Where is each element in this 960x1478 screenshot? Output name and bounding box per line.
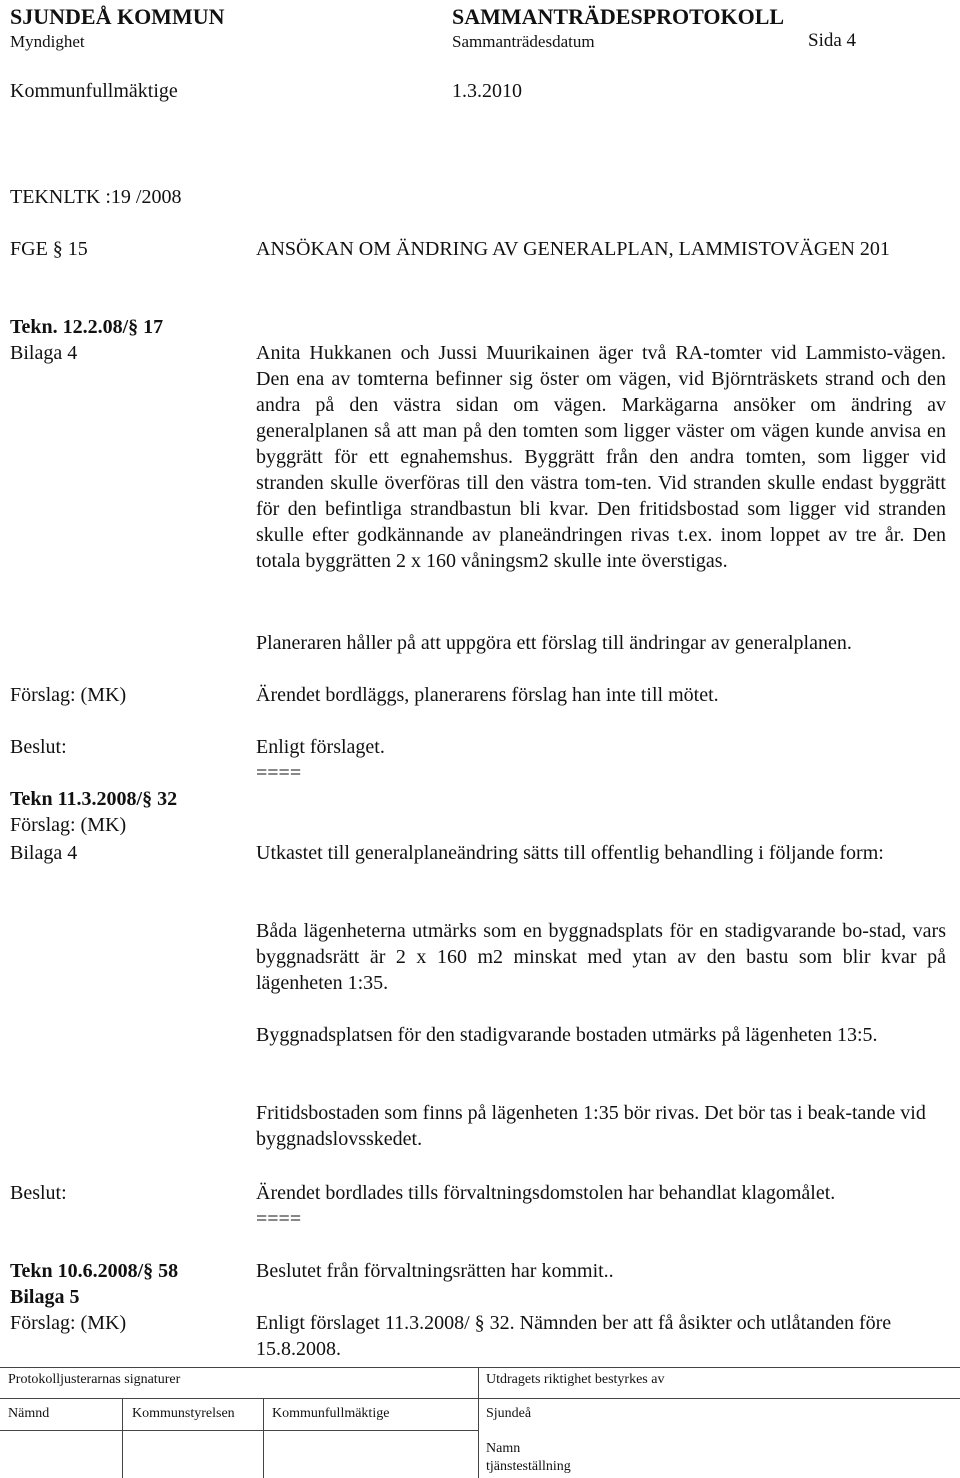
footer-col-namnd: Nämnd <box>8 1406 50 1421</box>
forslag-label-1: Förslag: (MK) <box>10 684 127 706</box>
footer-left-rule <box>0 1430 478 1431</box>
bilaga-ref-2: Bilaga 4 <box>10 842 78 864</box>
footer-municipality: Sjundeå <box>486 1406 532 1421</box>
paragraph-application: Anita Hukkanen och Jussi Muurikainen äger två RA-tomter vid Lammisto-vägen. Den ena av tomterna befinner sig öster om vägen, vid Björnträskets strand och den andra på den västra sidan om vägen. Markägarna ansöker om ändring av generalplanen så att man på den tomten som ligger väster om vägen kunde anvisa en byggrätt för ett egnahemshus. Byggrätt från den andra tomten, som ligger vid stranden skulle överföras till den västra tom-ten. Vid stranden skulle endast byggrätt för den befintliga strandbastun bli kvar. Den fritidsbostad som ligger vid stranden skulle efter godkännande av planeändringen rivas t.ex. inom loppet av tre år. Den totala byggrätten 2 x 160 våningsm2 skulle inte överstigas. <box>256 342 946 572</box>
signatures-label: Protokolljusterarnas signaturer <box>8 1372 181 1387</box>
forslag-label-3: Förslag: (MK) <box>10 1312 127 1334</box>
tekn-ref-2: Tekn 11.3.2008/§ 32 <box>10 788 178 810</box>
separator-2: ==== <box>256 1208 302 1230</box>
footer-mid-rule <box>0 1398 960 1399</box>
beslut-text-1: Enligt förslaget. <box>256 736 385 758</box>
paragraph-lots: Båda lägenheterna utmärks som en byggnadsplats för en stadigvarande bo-stad, vars byggnadsrätt är 2 x 160 m2 minskat med ytan av den bastu som blir kvar på lägenheten 1:35. <box>256 920 946 994</box>
footer-center-rule <box>478 1367 479 1478</box>
beslut-label-1: Beslut: <box>10 736 67 758</box>
paragraph-planner: Planeraren håller på att uppgöra ett förslag till ändringar av generalplanen. <box>256 632 852 654</box>
authority-name: Kommunfullmäktige <box>10 80 178 102</box>
beslut-label-2: Beslut: <box>10 1182 67 1204</box>
paragraph-draft: Utkastet till generalplaneändring sätts till offentlig behandling i följande form: <box>256 842 884 864</box>
verified-label: Utdragets riktighet bestyrkes av <box>486 1372 665 1387</box>
tekn-text-3: Beslutet från förvaltningsrätten har kommit.. <box>256 1260 614 1282</box>
footer-col-rule-1 <box>122 1398 123 1478</box>
meeting-date: 1.3.2010 <box>452 80 522 102</box>
forslag-text-3: Enligt förslaget 11.3.2008/ § 32. Nämnden ber att få åsikter och utlåtanden före 15.8.2008. <box>256 1312 892 1360</box>
teknltk-ref: TEKNLTK :19 /2008 <box>10 186 182 208</box>
bilaga-ref-1: Bilaga 4 <box>10 342 78 364</box>
org-name: SJUNDEÅ KOMMUN <box>10 4 225 29</box>
footer-name-label: Namn <box>486 1441 521 1456</box>
footer-col-kommunstyrelsen: Kommunstyrelsen <box>132 1406 235 1421</box>
bilaga-ref-3: Bilaga 5 <box>10 1286 80 1308</box>
tekn-ref-3: Tekn 10.6.2008/§ 58 <box>10 1260 179 1282</box>
footer-position-label: tjänsteställning <box>486 1459 571 1474</box>
doc-type: SAMMANTRÄDESPROTOKOLL <box>452 4 785 29</box>
beslut-text-2: Ärendet bordlades tills förvaltningsdomstolen har behandlat klagomålet. <box>256 1182 836 1204</box>
paragraph-building-site: Byggnadsplatsen för den stadigvarande bostaden utmärks på lägenheten 13:5. <box>256 1024 878 1046</box>
footer-col-rule-2 <box>263 1398 264 1478</box>
fge-ref: FGE § 15 <box>10 238 88 260</box>
footer-top-rule <box>0 1367 960 1368</box>
footer-col-kommunfullmaktige: Kommunfullmäktige <box>272 1406 390 1421</box>
separator-1: ==== <box>256 762 302 784</box>
tekn-ref-1: Tekn. 12.2.08/§ 17 <box>10 316 164 338</box>
forslag-text-1: Ärendet bordläggs, planerarens förslag han inte till mötet. <box>256 684 719 706</box>
page-number: Sida 4 <box>808 30 857 51</box>
forslag-label-2: Förslag: (MK) <box>10 814 127 836</box>
paragraph-demolition: Fritidsbostaden som finns på lägenheten 1:35 bör rivas. Det bör tas i beak-tande vid byggnadslovsskedet. <box>256 1102 926 1150</box>
authority-label: Myndighet <box>10 32 85 51</box>
section-title: ANSÖKAN OM ÄNDRING AV GENERALPLAN, LAMMISTOVÄGEN 201 <box>256 238 890 260</box>
date-label: Sammanträdesdatum <box>452 32 595 51</box>
